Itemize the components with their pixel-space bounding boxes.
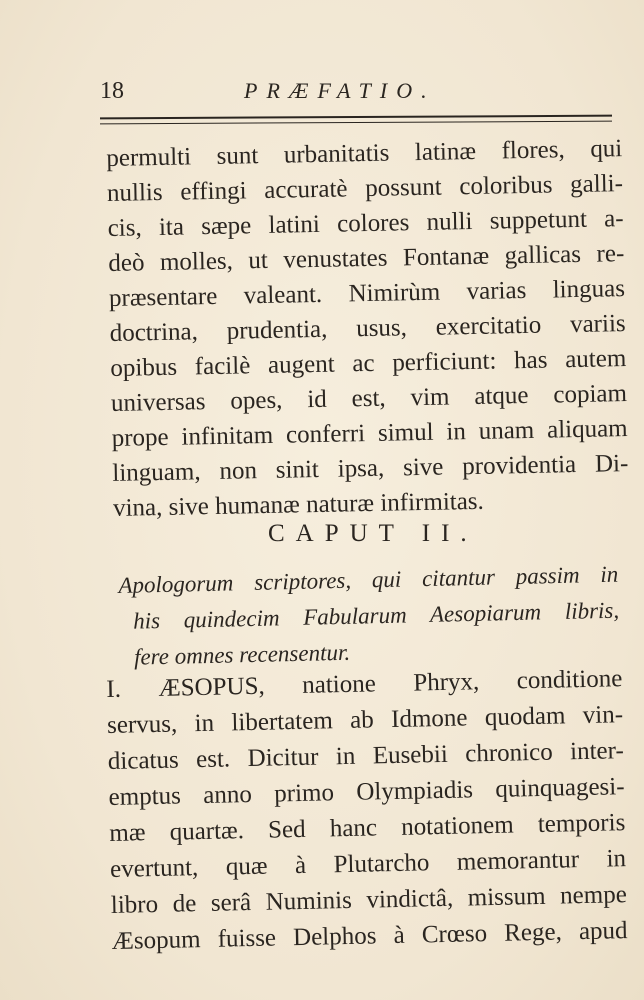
header-rule-thin: [100, 121, 612, 125]
text-line: libro de serâ Numinis vindictâ, missum nempe: [110, 881, 628, 919]
text-line: opibus facilè augent ac perficiunt: has autem: [110, 345, 627, 382]
text-line: deò molles, ut venustates Fontanæ gallicas re-: [108, 240, 625, 277]
text-line: servus, in libertatem ab Idmone quodam vin-: [106, 701, 624, 739]
page-number: 18: [100, 78, 124, 104]
text-line: prope infinitam conferri simul in unam aliquam: [111, 415, 628, 452]
text-line: I. ÆSOPUS, natione Phryx, conditione: [106, 665, 623, 703]
text-line: emptus anno primo Olympiadis quinquagesi-: [108, 773, 625, 811]
text-line: dicatus est. Dicitur in Eusebii chronico inter-: [107, 737, 625, 775]
text-line: cis, ita sæpe latini colores nulli suppetunt a-: [107, 205, 624, 242]
summary-line: Apologorum scriptores, qui citantur passim in: [118, 561, 619, 598]
text-line: permulti sunt urbanitatis latinæ flores, qui: [106, 135, 623, 172]
text-line: Æsopum fuisse Delphos à Crœso Rege, apud: [111, 917, 628, 955]
header-rule-thick: [100, 115, 612, 120]
text-line: linguam, non sinit ipsa, sive providentia Di-: [112, 450, 629, 487]
chapter-heading: CAPUT II.: [268, 520, 478, 547]
text-line: evertunt, quæ à Plutarcho memorantur in: [109, 845, 627, 883]
running-title: PRÆFATIO.: [244, 78, 436, 103]
chapter-summary: [118, 557, 620, 676]
text-line: vina, sive humanæ naturæ infirmitas.: [112, 487, 485, 522]
summary-line: his quindecim Fabularum Aesopiarum libris,: [132, 597, 620, 634]
text-line: præsentare valeant. Nimirùm varias linguas: [108, 275, 626, 312]
paragraph-1: [106, 131, 629, 526]
text-line: mæ quartæ. Sed hanc notationem temporis: [109, 809, 626, 847]
paragraph-2: [106, 661, 628, 960]
summary-line: fere omnes recensentur.: [133, 639, 351, 670]
text-line: universas opes, id est, vim atque copiam: [110, 380, 628, 417]
page-header: [100, 78, 615, 112]
text-line: nullis effingi accuratè possunt coloribus galli-: [106, 170, 624, 207]
text-line: doctrina, prudentia, usus, exercitatio variis: [109, 310, 626, 347]
